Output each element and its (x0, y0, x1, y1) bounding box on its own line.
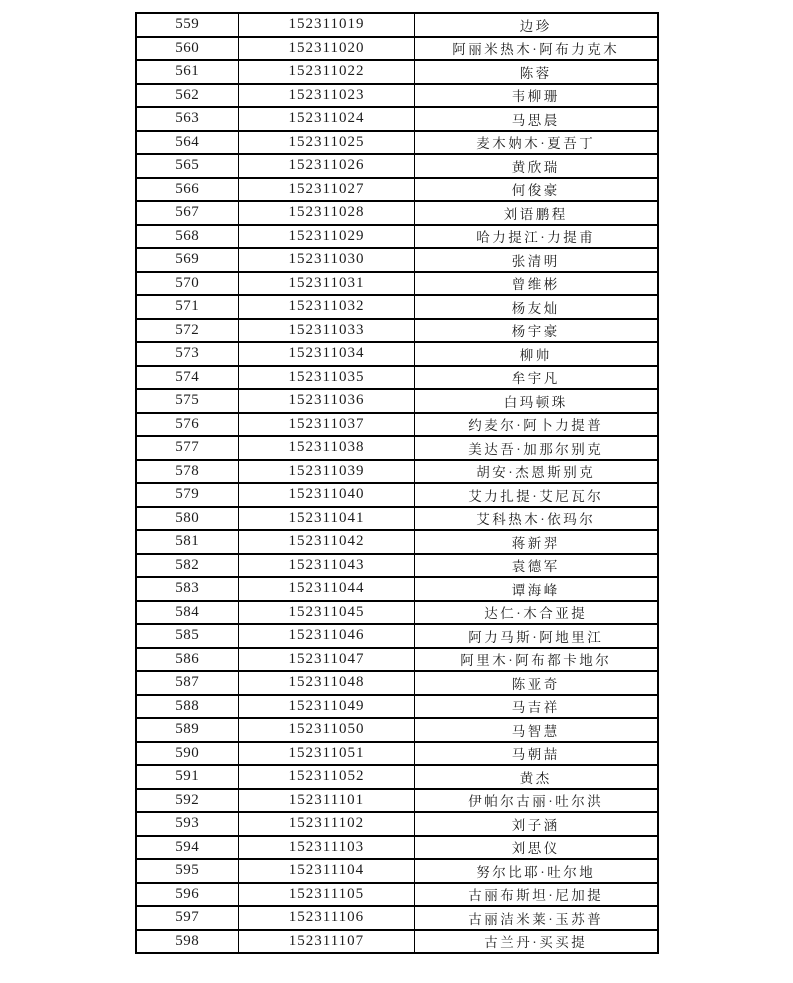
sequence-number-cell: 597 (136, 906, 239, 930)
student-name-cell: 约麦尔·阿卜力提普 (415, 413, 658, 437)
sequence-number-cell: 563 (136, 107, 239, 131)
student-name-cell: 袁德军 (415, 554, 658, 578)
student-id-cell: 152311025 (239, 131, 415, 155)
student-name-cell: 艾力扎提·艾尼瓦尔 (415, 483, 658, 507)
student-name-cell: 柳帅 (415, 342, 658, 366)
sequence-number-cell: 569 (136, 248, 239, 272)
student-id-cell: 152311034 (239, 342, 415, 366)
sequence-number-cell: 585 (136, 624, 239, 648)
student-name-cell: 艾科热木·依玛尔 (415, 507, 658, 531)
table-row (136, 859, 658, 883)
student-id-cell: 152311102 (239, 812, 415, 836)
student-id-cell: 152311020 (239, 37, 415, 61)
student-name-cell: 刘思仪 (415, 836, 658, 860)
student-name-cell: 边珍 (415, 13, 658, 37)
student-name-cell: 古兰丹·买买提 (415, 930, 658, 954)
table-row (136, 554, 658, 578)
student-id-cell: 152311045 (239, 601, 415, 625)
table-row (136, 648, 658, 672)
student-id-cell: 152311106 (239, 906, 415, 930)
table-row (136, 389, 658, 413)
table-row (136, 906, 658, 930)
student-id-cell: 152311026 (239, 154, 415, 178)
table-row (136, 695, 658, 719)
sequence-number-cell: 571 (136, 295, 239, 319)
student-name-cell: 黄杰 (415, 765, 658, 789)
student-name-cell: 古丽布斯坦·尼加提 (415, 883, 658, 907)
student-name-cell: 陈亚奇 (415, 671, 658, 695)
student-id-cell: 152311051 (239, 742, 415, 766)
student-id-cell: 152311019 (239, 13, 415, 37)
student-name-cell: 何俊豪 (415, 178, 658, 202)
student-id-cell: 152311046 (239, 624, 415, 648)
student-id-cell: 152311029 (239, 225, 415, 249)
student-name-cell: 马朝喆 (415, 742, 658, 766)
table-row (136, 577, 658, 601)
table-row (136, 154, 658, 178)
sequence-number-cell: 589 (136, 718, 239, 742)
student-name-cell: 黄欣瑞 (415, 154, 658, 178)
table-row (136, 765, 658, 789)
sequence-number-cell: 596 (136, 883, 239, 907)
table-row (136, 13, 658, 37)
table-row (136, 248, 658, 272)
student-id-cell: 152311022 (239, 60, 415, 84)
student-name-cell: 牟宇凡 (415, 366, 658, 390)
student-name-cell: 马智慧 (415, 718, 658, 742)
sequence-number-cell: 594 (136, 836, 239, 860)
student-name-cell: 达仁·木合亚提 (415, 601, 658, 625)
student-id-cell: 152311044 (239, 577, 415, 601)
sequence-number-cell: 573 (136, 342, 239, 366)
sequence-number-cell: 568 (136, 225, 239, 249)
student-name-cell: 陈蓉 (415, 60, 658, 84)
student-name-cell: 美达吾·加那尔别克 (415, 436, 658, 460)
student-id-cell: 152311048 (239, 671, 415, 695)
table-row (136, 460, 658, 484)
student-id-cell: 152311105 (239, 883, 415, 907)
student-id-cell: 152311039 (239, 460, 415, 484)
table-row (136, 789, 658, 813)
student-name-cell: 白玛顿珠 (415, 389, 658, 413)
table-row (136, 507, 658, 531)
table-row (136, 178, 658, 202)
table-row (136, 366, 658, 390)
student-name-cell: 阿丽米热木·阿布力克木 (415, 37, 658, 61)
sequence-number-cell: 576 (136, 413, 239, 437)
table-row (136, 742, 658, 766)
table-row (136, 624, 658, 648)
student-id-cell: 152311033 (239, 319, 415, 343)
student-id-cell: 152311030 (239, 248, 415, 272)
student-name-cell: 杨友灿 (415, 295, 658, 319)
student-name-cell: 韦柳珊 (415, 84, 658, 108)
student-name-cell: 伊帕尔古丽·吐尔洪 (415, 789, 658, 813)
student-id-cell: 152311036 (239, 389, 415, 413)
table-row (136, 295, 658, 319)
sequence-number-cell: 559 (136, 13, 239, 37)
table-row (136, 930, 658, 954)
student-name-cell: 阿里木·阿布都卡地尔 (415, 648, 658, 672)
table-row (136, 60, 658, 84)
table-row (136, 436, 658, 460)
student-name-cell: 马吉祥 (415, 695, 658, 719)
sequence-number-cell: 567 (136, 201, 239, 225)
student-id-cell: 152311037 (239, 413, 415, 437)
table-row (136, 342, 658, 366)
student-id-cell: 152311052 (239, 765, 415, 789)
table-row (136, 319, 658, 343)
sequence-number-cell: 584 (136, 601, 239, 625)
student-name-cell: 刘子涵 (415, 812, 658, 836)
table-row (136, 84, 658, 108)
sequence-number-cell: 586 (136, 648, 239, 672)
student-name-cell: 胡安·杰恩斯别克 (415, 460, 658, 484)
student-id-cell: 152311049 (239, 695, 415, 719)
sequence-number-cell: 579 (136, 483, 239, 507)
student-id-cell: 152311043 (239, 554, 415, 578)
table-row (136, 483, 658, 507)
student-name-cell: 努尔比耶·吐尔地 (415, 859, 658, 883)
sequence-number-cell: 560 (136, 37, 239, 61)
table-row (136, 131, 658, 155)
sequence-number-cell: 578 (136, 460, 239, 484)
student-name-cell: 张清明 (415, 248, 658, 272)
student-id-cell: 152311028 (239, 201, 415, 225)
student-id-cell: 152311023 (239, 84, 415, 108)
table-row (136, 225, 658, 249)
student-id-cell: 152311042 (239, 530, 415, 554)
student-id-cell: 152311035 (239, 366, 415, 390)
table-row (136, 718, 658, 742)
sequence-number-cell: 591 (136, 765, 239, 789)
student-id-cell: 152311050 (239, 718, 415, 742)
student-name-cell: 杨宇豪 (415, 319, 658, 343)
sequence-number-cell: 561 (136, 60, 239, 84)
table-row (136, 836, 658, 860)
table-row (136, 812, 658, 836)
table-row (136, 883, 658, 907)
sequence-number-cell: 588 (136, 695, 239, 719)
student-id-cell: 152311047 (239, 648, 415, 672)
sequence-number-cell: 570 (136, 272, 239, 296)
sequence-number-cell: 598 (136, 930, 239, 954)
student-name-cell: 曾维彬 (415, 272, 658, 296)
student-name-cell: 阿力马斯·阿地里江 (415, 624, 658, 648)
student-id-cell: 152311024 (239, 107, 415, 131)
student-name-cell: 马思晨 (415, 107, 658, 131)
sequence-number-cell: 575 (136, 389, 239, 413)
student-name-cell: 古丽洁米莱·玉苏普 (415, 906, 658, 930)
student-id-cell: 152311041 (239, 507, 415, 531)
sequence-number-cell: 595 (136, 859, 239, 883)
table-row (136, 530, 658, 554)
sequence-number-cell: 566 (136, 178, 239, 202)
student-id-cell: 152311040 (239, 483, 415, 507)
student-name-cell: 蒋新羿 (415, 530, 658, 554)
roster-table (135, 12, 659, 954)
sequence-number-cell: 564 (136, 131, 239, 155)
sequence-number-cell: 587 (136, 671, 239, 695)
sequence-number-cell: 574 (136, 366, 239, 390)
sequence-number-cell: 572 (136, 319, 239, 343)
sequence-number-cell: 583 (136, 577, 239, 601)
sequence-number-cell: 590 (136, 742, 239, 766)
sequence-number-cell: 592 (136, 789, 239, 813)
student-name-cell: 哈力提江·力提甫 (415, 225, 658, 249)
student-id-cell: 152311032 (239, 295, 415, 319)
student-name-cell: 麦木妠木·夏吾丁 (415, 131, 658, 155)
student-id-cell: 152311103 (239, 836, 415, 860)
student-id-cell: 152311101 (239, 789, 415, 813)
sequence-number-cell: 593 (136, 812, 239, 836)
table-row (136, 37, 658, 61)
table-row (136, 201, 658, 225)
student-id-cell: 152311027 (239, 178, 415, 202)
student-name-cell: 谭海峰 (415, 577, 658, 601)
table-row (136, 671, 658, 695)
student-id-cell: 152311038 (239, 436, 415, 460)
sequence-number-cell: 582 (136, 554, 239, 578)
table-row (136, 272, 658, 296)
table-row (136, 601, 658, 625)
sequence-number-cell: 565 (136, 154, 239, 178)
roster-table-body (136, 13, 658, 953)
student-id-cell: 152311107 (239, 930, 415, 954)
sequence-number-cell: 580 (136, 507, 239, 531)
sequence-number-cell: 577 (136, 436, 239, 460)
student-name-cell: 刘语鹏程 (415, 201, 658, 225)
student-id-cell: 152311104 (239, 859, 415, 883)
sequence-number-cell: 562 (136, 84, 239, 108)
table-row (136, 413, 658, 437)
student-id-cell: 152311031 (239, 272, 415, 296)
table-row (136, 107, 658, 131)
sequence-number-cell: 581 (136, 530, 239, 554)
